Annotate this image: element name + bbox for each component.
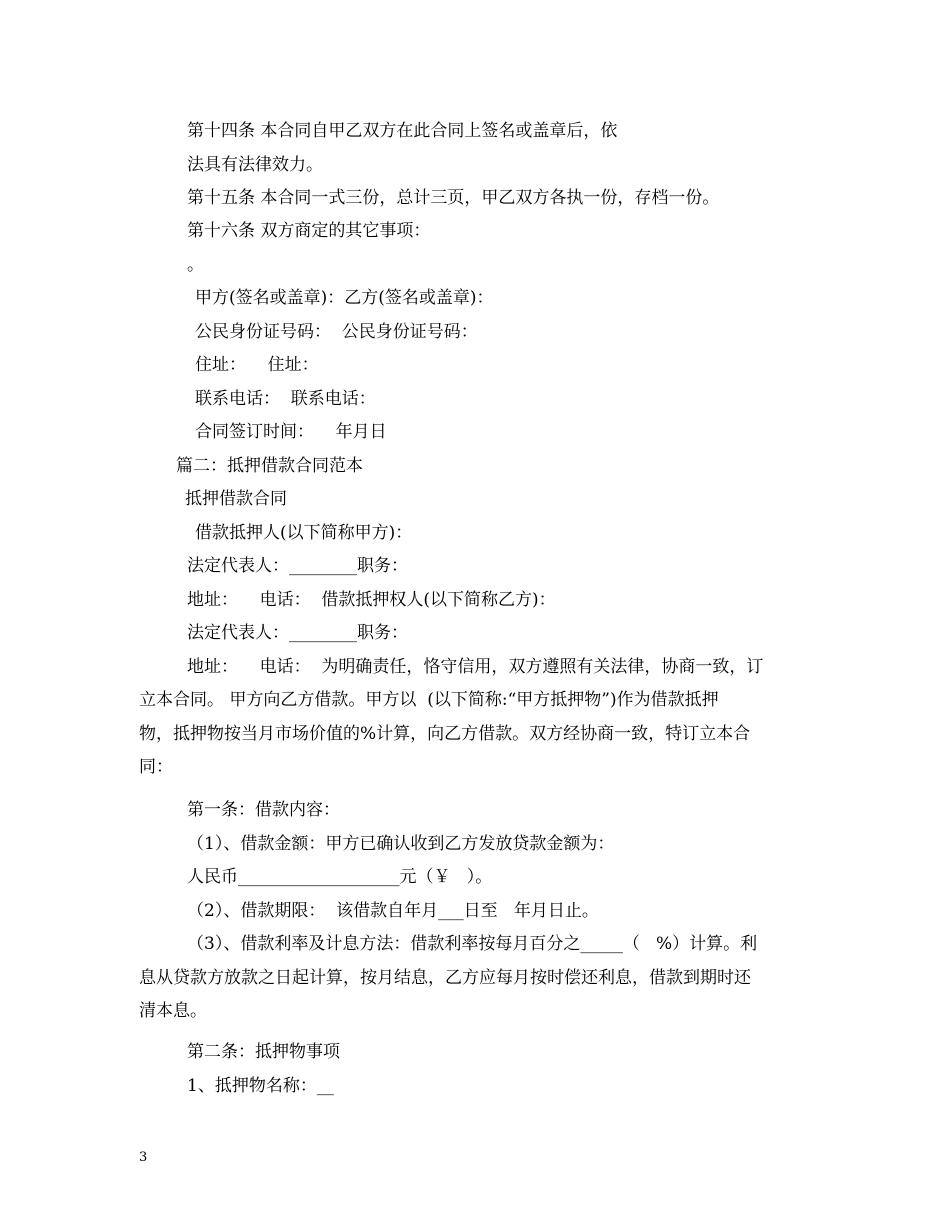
text-line: 地址： 电话： 借款抵押权人(以下简称乙方)：: [187, 590, 556, 610]
text-line: 清本息。: [139, 1001, 207, 1021]
text-line: 法定代表人：________职务：: [187, 623, 408, 643]
text-line: 息从贷款方放款之日起计算，按月结息，乙方应每月按时偿还利息，借款到期时还: [139, 968, 751, 988]
text-line: 第十六条 双方商定的其它事项：: [187, 221, 431, 241]
signature-party-line: 甲方(签名或盖章)：乙方(签名或盖章)：: [195, 288, 494, 308]
section-heading: 篇二：抵押借款合同范本: [176, 456, 363, 476]
page-number: 3: [139, 1150, 148, 1165]
text-line: 1、抵押物名称：__: [187, 1076, 334, 1096]
id-number-line: 公民身份证号码： 公民身份证号码：: [195, 322, 478, 342]
text-line: 同：: [139, 757, 173, 777]
text-line: 地址： 电话： 为明确责任，恪守信用，双方遵照有关法律，协商一致，订: [187, 657, 764, 677]
sign-date-line: 合同签订时间： 年月日: [195, 422, 387, 442]
address-line: 住址： 住址：: [195, 355, 319, 375]
phone-line: 联系电话： 联系电话：: [195, 389, 376, 409]
article-heading: 第二条：抵押物事项: [187, 1042, 340, 1062]
text-line: （1）、借款金额：甲方已确认收到乙方发放贷款金额为：: [187, 834, 615, 854]
text-line: 立本合同。 甲方向乙方借款。甲方以 (以下简称:“甲方抵押物”)作为借款抵押: [139, 690, 719, 710]
contract-title: 抵押借款合同: [185, 489, 287, 509]
text-line: 第十五条 本合同一式三份，总计三页，甲乙双方各执一份，存档一份。: [187, 188, 720, 208]
text-line: （2）、借款期限： 该借款自年月___日至 年月日止。: [187, 901, 599, 921]
text-line: 第十四条 本合同自甲乙双方在此合同上签名或盖章后，依: [187, 121, 618, 141]
text-line: 法具有法律效力。: [187, 155, 323, 175]
text-line: 法定代表人：________职务：: [187, 556, 408, 576]
text-line: 人民币___________________元（￥ ）。: [187, 867, 493, 887]
text-line: 。: [187, 255, 204, 275]
text-line: 物，抵押物按当月市场价值的%计算，向乙方借款。双方经协商一致，特订立本合: [139, 724, 751, 744]
text-line: 借款抵押人(以下简称甲方)：: [195, 523, 413, 543]
text-line: （3）、借款利率及计息方法：借款利率按每月百分之_____（ %）计算。利: [187, 934, 758, 954]
article-heading: 第一条：借款内容：: [187, 800, 340, 820]
